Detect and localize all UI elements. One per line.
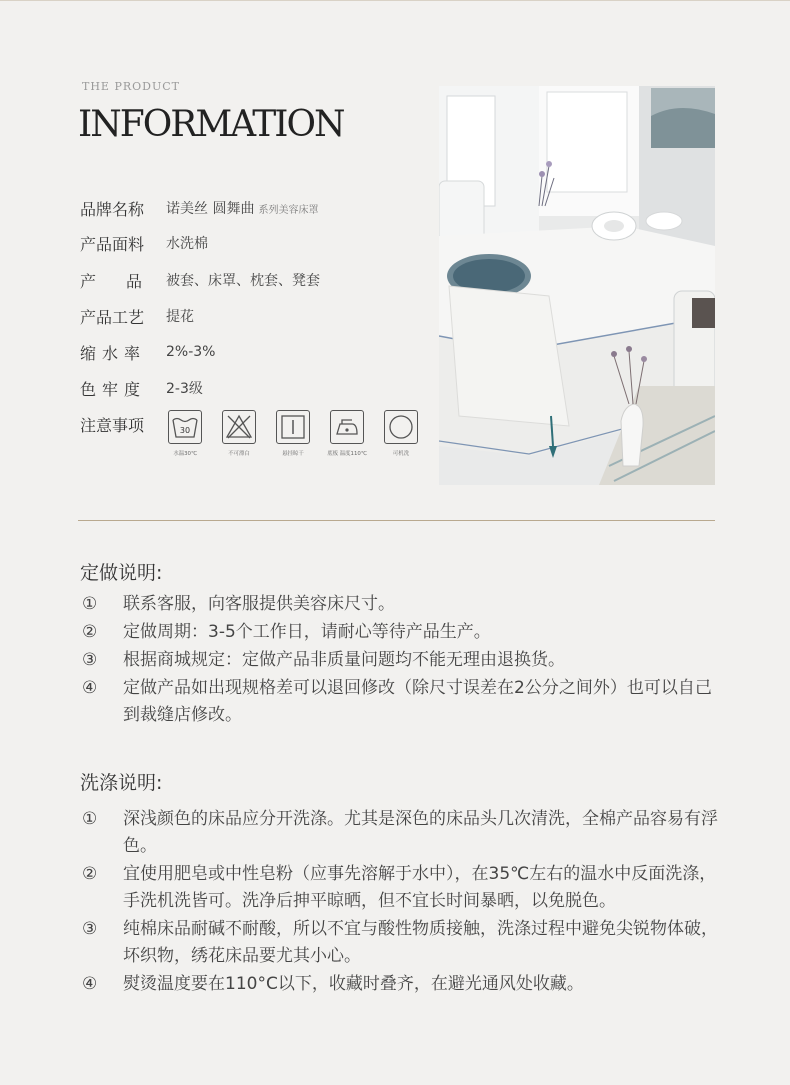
care-caption: 悬挂晾干 [282,450,304,457]
item-text: 熨烫温度要在110°C以下，收藏时叠齐，在避光通风处收藏。 [123,974,584,994]
spec-fabric [80,231,208,255]
item-text: 宜使用肥皂或中性皂粉（应事先溶解于水中），在35℃左右的温水中反面洗涤，手洗机洗皆可。洗净后抻平晾晒，但不宜长时间暴晒，以免脱色。 [123,864,717,911]
spec-label: 品牌名称 [80,199,145,219]
care-caption: 水温30℃ [173,450,197,457]
item-text: 根据商城规定：定做产品非质量问题均不能无理由退换货。 [123,650,565,670]
product-photo [439,86,715,485]
hang-dry-icon [276,410,310,444]
spec-craft [80,304,194,328]
wash-30-icon [168,410,202,444]
item-number: ③ [82,650,98,670]
list-item [82,861,722,915]
list-item [82,916,722,970]
list-item [82,675,722,729]
dry-clean-icon [384,410,418,444]
list-item [82,591,722,618]
spec-shrink [80,340,215,364]
iron-icon [330,410,364,444]
spec-label: 产品 [80,271,173,291]
care-item [274,410,312,457]
item-number: ③ [82,919,98,939]
svg-text:30: 30 [179,426,191,435]
item-text: 联系客服，向客服提供美容床尺寸。 [123,594,395,614]
washing-section-title: 洗涤说明: [80,772,163,794]
spec-value: 水洗棉 [166,236,208,252]
list-item [82,971,722,998]
custom-section-title: 定做说明: [80,562,163,584]
spec-value: 2%-3% [166,344,216,360]
spec-value: 诺美丝 圆舞曲 [166,201,255,217]
item-text: 深浅颜色的床品应分开洗涤。尤其是深色的床品头几次清洗，全棉产品容易有浮色。 [123,809,718,856]
item-number: ① [82,594,98,614]
spec-label: 产品面料 [80,234,145,254]
spec-value: 被套、床罩、枕套、凳套 [166,273,320,289]
spec-label: 注意事项 [80,415,145,435]
spec-label: 产品工艺 [80,307,145,327]
care-item [328,410,366,457]
section-divider [78,520,715,521]
spec-brand [80,196,318,220]
item-number: ④ [82,974,98,994]
page-title: INFORMATION [78,104,344,145]
care-item [166,410,204,457]
care-caption: 可机洗 [392,450,410,457]
item-number: ② [82,864,98,884]
care-item [220,410,258,457]
spec-label: 色牢度 [80,379,147,399]
item-text: 定做周期：3-5个工作日，请耐心等待产品生产。 [123,622,491,642]
no-bleach-icon [222,410,256,444]
item-number: ② [82,622,98,642]
item-text: 纯棉床品耐碱不耐酸，所以不宜与酸性物质接触，洗涤过程中避免尖锐物体破， 坏织物，绣花床品要尤其小心。 [123,919,718,966]
spec-product [80,268,320,292]
item-number: ① [82,809,98,829]
item-text: 定做产品如出现规格差可以退回修改（除尺寸误差在2公分之间外）也可以自己到裁缝店修改。 [123,678,712,725]
care-item [382,410,420,457]
care-caption: 底板 温度110℃ [327,450,367,457]
care-caption: 不可漂白 [228,450,250,457]
custom-list [82,591,722,730]
list-item [82,806,722,860]
top-border [0,0,790,1]
spec-value: 提花 [166,309,194,325]
item-number: ④ [82,678,98,698]
list-item [82,619,722,646]
spec-care [80,412,166,436]
spec-label: 缩水率 [80,343,147,363]
spec-fastness [80,376,203,400]
spec-value: 2-3级 [166,381,203,397]
section-eyebrow: THE PRODUCT [82,80,181,93]
washing-list [82,806,722,999]
list-item [82,647,722,674]
care-icons [166,410,420,457]
spec-note: 系列美容床罩 [258,204,319,216]
